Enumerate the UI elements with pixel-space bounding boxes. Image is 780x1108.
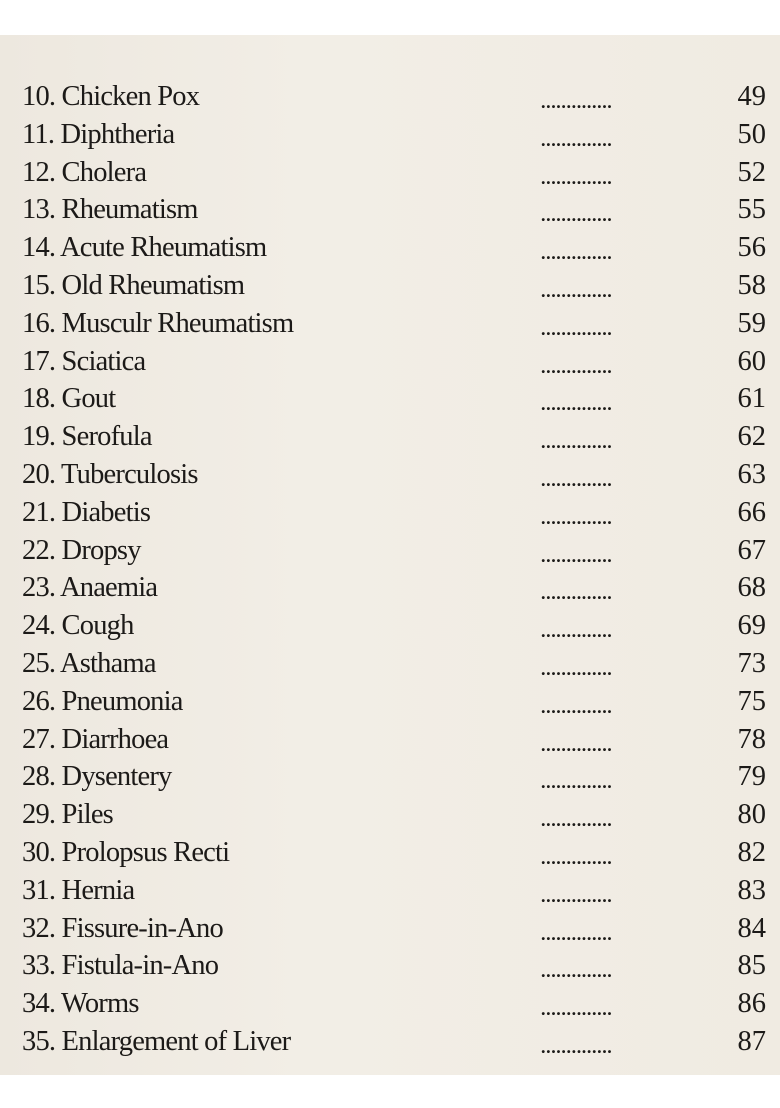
- dot-leader: ..............: [541, 281, 613, 301]
- index-entry: [0, 758, 780, 796]
- page-number: 67: [737, 534, 766, 566]
- page-number: 50: [737, 118, 766, 150]
- entry-title: 19. Serofula: [22, 421, 152, 453]
- entry-title: 28. Dysentery: [22, 761, 172, 793]
- book-page: [0, 35, 780, 1075]
- index-entry: [0, 683, 780, 721]
- entry-title: 29. Piles: [22, 799, 113, 831]
- entry-title: 30. Prolopsus Recti: [22, 837, 230, 868]
- dot-leader: ..............: [541, 659, 613, 679]
- dot-leader: ..............: [541, 205, 613, 226]
- entry-title: 14. Acute Rheumatism: [22, 232, 267, 264]
- dot-leader: ..............: [541, 167, 613, 188]
- dot-leader: ..............: [541, 507, 613, 528]
- index-entry: [0, 380, 780, 418]
- page-number: 84: [737, 912, 766, 944]
- entry-title: 31. Hernia: [22, 874, 135, 906]
- index-entry: [0, 721, 780, 759]
- entry-title: 22. Dropsy: [22, 534, 141, 566]
- entry-title: 12. Cholera: [22, 156, 147, 188]
- dot-leader: ..............: [541, 129, 613, 150]
- dot-leader: ..............: [541, 318, 613, 339]
- dot-leader: ..............: [541, 696, 613, 717]
- entry-title: 15. Old Rheumatism: [22, 270, 245, 301]
- entry-title: 16. Musculr Rheumatism: [22, 307, 294, 339]
- entry-title: 33. Fistula-in-Ano: [22, 950, 219, 982]
- page-number: 61: [737, 383, 766, 415]
- index-entry: [0, 494, 780, 532]
- entry-title: 18. Gout: [22, 383, 116, 415]
- index-entry: [0, 191, 780, 229]
- index-entry: [0, 532, 780, 570]
- index-entry: [0, 569, 780, 607]
- page-number: 78: [737, 723, 766, 755]
- index-entry: [0, 834, 780, 872]
- dot-leader: ..............: [541, 583, 613, 604]
- entry-title: 10. Chicken Pox: [22, 81, 200, 112]
- dot-leader: ..............: [541, 394, 613, 415]
- page-number: 56: [737, 232, 766, 264]
- index-entry: [0, 343, 780, 381]
- index-entry: [0, 267, 780, 305]
- index-entry: [0, 116, 780, 154]
- dot-leader: ..............: [541, 923, 613, 944]
- entry-title: 23. Anaemia: [22, 572, 158, 604]
- page-number: 55: [737, 194, 766, 226]
- entry-title: 21. Diabetis: [22, 496, 151, 528]
- dot-leader: ..............: [541, 848, 613, 868]
- page-number: 69: [737, 610, 766, 642]
- entry-title: 17. Sciatica: [22, 345, 146, 377]
- index-entry: [0, 872, 780, 910]
- dot-leader: ..............: [541, 621, 613, 642]
- entry-title: 11. Diphtheria: [22, 118, 175, 150]
- dot-leader: ..............: [541, 470, 613, 490]
- entry-title: 13. Rheumatism: [22, 194, 198, 226]
- entry-title: 20. Tuberculosis: [22, 459, 198, 490]
- page-number: 75: [737, 685, 766, 717]
- page-number: 62: [737, 421, 766, 453]
- page-number: 82: [737, 837, 766, 868]
- dot-leader: ..............: [541, 772, 613, 793]
- dot-leader: ..............: [541, 999, 613, 1020]
- index-entry: [0, 456, 780, 494]
- page-number: 79: [737, 761, 766, 793]
- dot-leader: ..............: [541, 1037, 613, 1057]
- index-entry: [0, 947, 780, 985]
- page-number: 66: [737, 496, 766, 528]
- dot-leader: ..............: [541, 545, 613, 566]
- index-entry: [0, 910, 780, 948]
- page-number: 80: [737, 799, 766, 831]
- page-number: 83: [737, 874, 766, 906]
- index-entry: [0, 305, 780, 343]
- index-entry: [0, 1023, 780, 1061]
- page-number: 60: [737, 345, 766, 377]
- page-number: 63: [737, 459, 766, 490]
- page-number: 86: [737, 988, 766, 1020]
- index-entry: [0, 78, 780, 116]
- entry-title: 25. Asthama: [22, 648, 156, 679]
- index-entry: [0, 418, 780, 456]
- page-number: 52: [737, 156, 766, 188]
- page-number: 73: [737, 648, 766, 679]
- entry-title: 27. Diarrhoea: [22, 723, 169, 755]
- dot-leader: ..............: [541, 92, 613, 112]
- entry-title: 35. Enlargement of Liver: [22, 1026, 291, 1057]
- page-number: 85: [737, 950, 766, 982]
- page-number: 58: [737, 270, 766, 301]
- entry-title: 32. Fissure-in-Ano: [22, 912, 223, 944]
- dot-leader: ..............: [541, 810, 613, 831]
- entry-title: 24. Cough: [22, 610, 134, 642]
- entry-title: 26. Pneumonia: [22, 685, 183, 717]
- index-entry: [0, 985, 780, 1023]
- dot-leader: ..............: [541, 356, 613, 377]
- page-number: 59: [737, 307, 766, 339]
- page-number: 68: [737, 572, 766, 604]
- index-entry: [0, 796, 780, 834]
- entry-title: 34. Worms: [22, 988, 139, 1020]
- index-entry: [0, 607, 780, 645]
- dot-leader: ..............: [541, 885, 613, 906]
- index-entry: [0, 154, 780, 192]
- index-entry: [0, 229, 780, 267]
- page-number: 49: [737, 81, 766, 112]
- dot-leader: ..............: [541, 243, 613, 264]
- page-number: 87: [737, 1026, 766, 1057]
- index-entry: [0, 645, 780, 683]
- dot-leader: ..............: [541, 734, 613, 755]
- dot-leader: ..............: [541, 961, 613, 982]
- dot-leader: ..............: [541, 432, 613, 453]
